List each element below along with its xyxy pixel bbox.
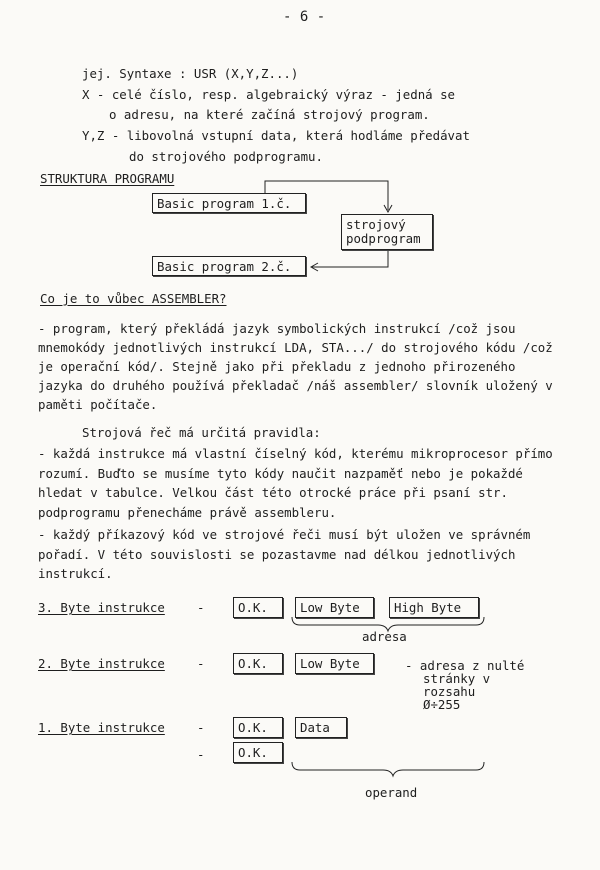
- byte2-dash: -: [197, 656, 205, 671]
- byte0-dash: -: [197, 747, 205, 762]
- zero-page-note-1: - adresa z nulté: [405, 658, 525, 673]
- structure-heading: STRUKTURA PROGRAMU: [40, 171, 175, 186]
- syntax-param-x-cont: o adresu, na které začíná strojový program.: [109, 107, 430, 122]
- subprogram-line2: podprogram: [346, 231, 421, 246]
- byte3-ok-box: O.K.: [233, 597, 283, 618]
- zero-page-note-4: Ø÷255: [423, 697, 461, 712]
- subprogram-line1: strojový: [346, 217, 406, 232]
- basic-program-1-box: Basic program 1.č.: [152, 193, 306, 213]
- byte1-label: 1. Byte instrukce: [38, 720, 165, 735]
- syntax-line: jej. Syntaxe : USR (X,Y,Z...): [82, 66, 299, 81]
- byte3-label: 3. Byte instrukce: [38, 600, 165, 615]
- byte1-data-box: Data: [295, 717, 347, 738]
- zero-page-note-2: stránky v: [423, 671, 491, 686]
- operand-label: operand: [365, 785, 418, 800]
- zero-page-note-3: rozsahu: [423, 684, 476, 699]
- rule-2: - každý příkazový kód ve strojové řeči musí být uložen ve správném pořadí. V této souvislosti se pozastavme nad délkou jednotlivých instrukcí.: [38, 527, 531, 581]
- byte2-ok-box: O.K.: [233, 653, 283, 674]
- rules-intro: Strojová řeč má určitá pravidla:: [82, 425, 321, 440]
- syntax-param-yz-cont: do strojového podprogramu.: [129, 149, 323, 164]
- address-label: adresa: [362, 629, 407, 644]
- byte0-ok-box: O.K.: [233, 742, 283, 763]
- byte2-low-byte-box: Low Byte: [295, 653, 374, 674]
- byte1-dash: -: [197, 720, 205, 735]
- basic-program-2-box: Basic program 2.č.: [152, 256, 306, 276]
- byte2-label: 2. Byte instrukce: [38, 656, 165, 671]
- byte3-low-byte-box: Low Byte: [295, 597, 374, 618]
- syntax-param-yz: Y,Z - libovolná vstupní data, která hodláme předávat: [82, 128, 470, 143]
- rule-1: - každá instrukce má vlastní číselný kód, kterému mikroprocesor přímo rozumí. Buďto se musíme tyto kódy naučit nazpaměť nebo je pokaždé hledat v tabulce. Velkou část této otrocké práce při psaní str. podprogramu přenecháme právě assembleru.: [38, 446, 553, 520]
- byte1-ok-box: O.K.: [233, 717, 283, 738]
- assembler-definition: - program, který překládá jazyk symbolických instrukcí /což jsou mnemokódy jednotlivých instrukcí LDA, STA.../ do strojového kódu /což je operační kód/. Stejně jako při překladu z jednoho přirozeného jazyka do druhého používá překladač /náš assembler/ slovník uložený v paměti počítače.: [38, 321, 553, 412]
- page-number: - 6 -: [283, 9, 326, 25]
- byte3-high-byte-box: High Byte: [389, 597, 479, 618]
- byte3-dash: -: [197, 600, 205, 615]
- syntax-param-x: X - celé číslo, resp. algebraický výraz - jedná se: [82, 87, 455, 102]
- assembler-heading: Co je to vůbec ASSEMBLER?: [40, 291, 227, 306]
